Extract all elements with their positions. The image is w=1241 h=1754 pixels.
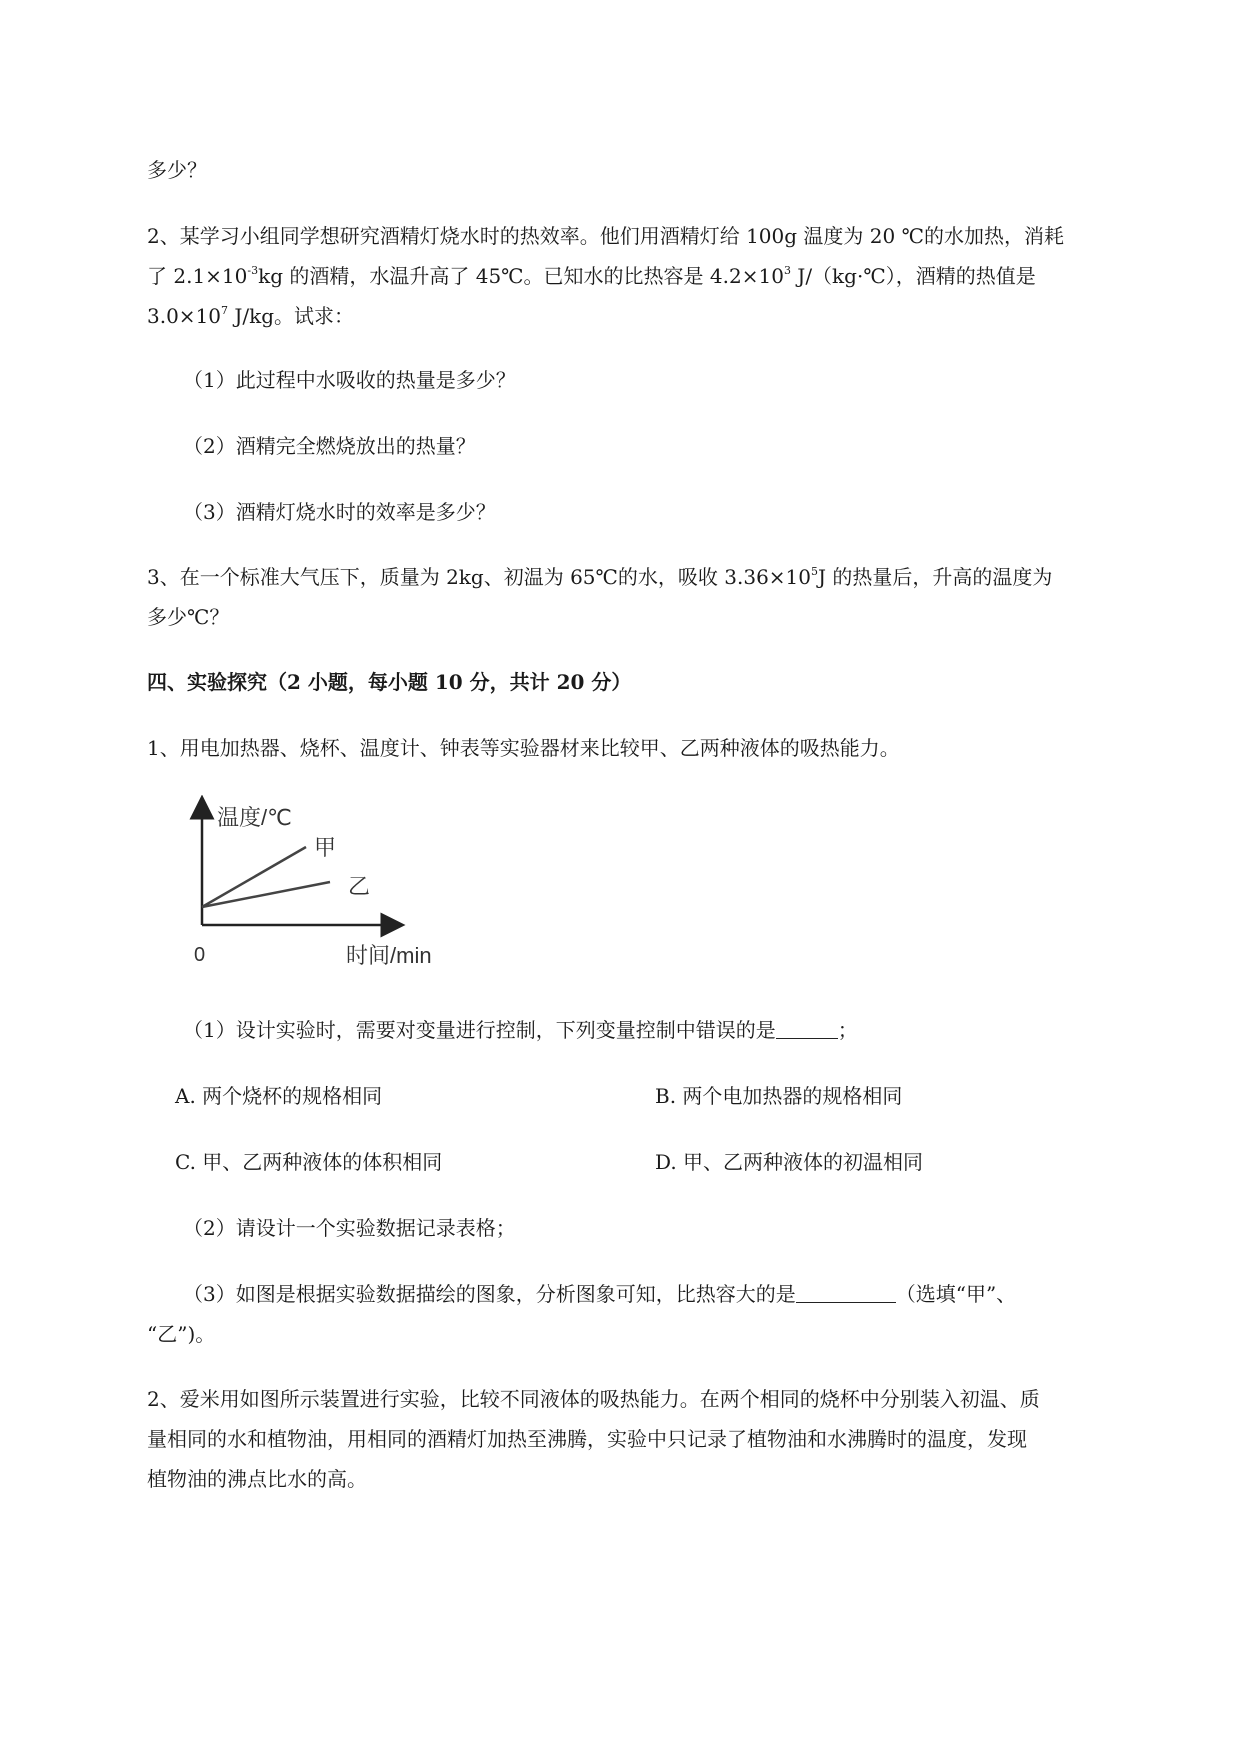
experiment-1-sub-1: （1）设计实验时，需要对变量进行控制，下列变量控制中错误的是 ； xyxy=(183,1018,858,1042)
experiment-2-line-3: 植物油的沸点比水的高。 xyxy=(147,1467,367,1491)
x-axis-label: 时间/min xyxy=(346,943,432,968)
origin-label: 0 xyxy=(194,944,206,966)
option-b: B. 两个电加热器的规格相同 xyxy=(655,1084,903,1108)
option-c: C. 甲、乙两种液体的体积相同 xyxy=(175,1150,443,1174)
question-2-sub-1: （1）此过程中水吸收的热量是多少？ xyxy=(183,368,516,392)
option-a: A. 两个烧杯的规格相同 xyxy=(175,1084,383,1108)
y-axis-label: 温度/℃ xyxy=(217,805,292,830)
question-2-line-1: 2、某学习小组同学想研究酒精灯烧水时的热效率。他们用酒精灯给 100g 温度为 20 ℃的水加热，消耗 xyxy=(147,224,1064,248)
option-d: D. 甲、乙两种液体的初温相同 xyxy=(655,1150,924,1174)
series-label-b: 乙 xyxy=(348,874,371,899)
question-2-sub-2: （2）酒精完全燃烧放出的热量？ xyxy=(183,434,476,458)
question-2-sub-3: （3）酒精灯烧水时的效率是多少？ xyxy=(183,500,496,524)
experiment-1-sub-3: （3）如图是根据实验数据描绘的图象，分析图象可知，比热容大的是 （选填“甲”、 xyxy=(183,1282,1017,1306)
experiment-2-line-2: 量相同的水和植物油，用相同的酒精灯加热至沸腾，实验中只记录了植物油和水沸腾时的温度，发现 xyxy=(147,1427,1027,1451)
experiment-2-line-1: 2、爱米用如图所示装置进行实验，比较不同液体的吸热能力。在两个相同的烧杯中分别装入初温、质 xyxy=(147,1387,1040,1411)
answer-blank xyxy=(776,1020,838,1039)
text-line: 多少？ xyxy=(147,158,207,182)
question-3-line-2: 多少℃？ xyxy=(147,605,230,629)
experiment-1-sub-3-cont: “乙”)。 xyxy=(147,1322,216,1346)
temperature-time-graph xyxy=(188,795,450,985)
answer-blank xyxy=(796,1284,896,1303)
question-2-line-3: $3.0\times 10^7$ J/kg。试求： xyxy=(147,304,355,328)
experiment-1-line: 1、用电加热器、烧杯、温度计、钟表等实验器材来比较甲、乙两种液体的吸热能力。 xyxy=(147,736,900,760)
section-heading: 四、实验探究（2 小题，每小题 10 分，共计 20 分） xyxy=(147,670,632,694)
question-2-line-2: 了 $2.1\times 10^{-3}kg$ 的酒精，水温升高了 45℃。已知水的比热容是 $4.2\times 10^3$ J/（kg·℃），酒精的热值是 xyxy=(147,264,1036,288)
experiment-1-sub-2: （2）请设计一个实验数据记录表格； xyxy=(183,1216,516,1240)
question-3-line-1: 3、在一个标准大气压下，质量为 2kg、初温为 65℃的水，吸收 $3.36\times 10^5J$ 的热量后，升高的温度为 xyxy=(147,565,1053,589)
series-label-a: 甲 xyxy=(314,835,337,860)
